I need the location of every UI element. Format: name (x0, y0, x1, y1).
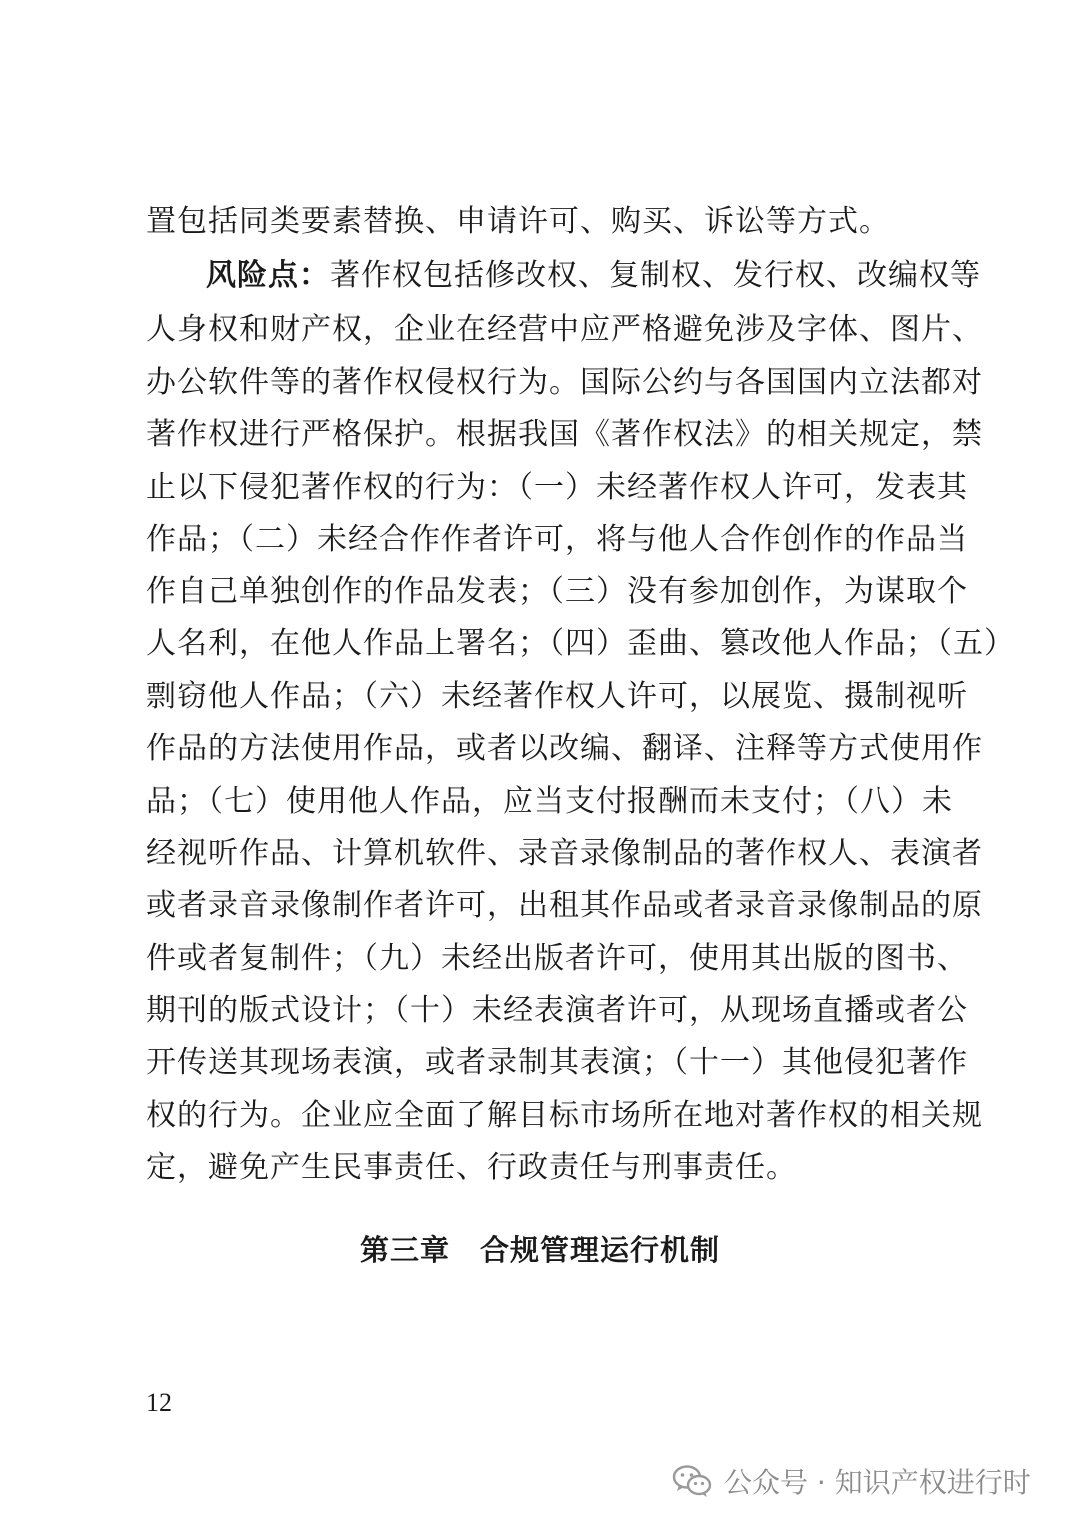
chapter-heading: 第三章 合规管理运行机制 (359, 1233, 720, 1267)
paragraph-line: 置包括同类要素替换、申请许可、购买、诉讼等方式。 (146, 204, 890, 239)
paragraph-line: 作自己单独创作的作品发表；（三）没有参加创作，为谋取个 (146, 574, 968, 609)
paragraph-line: 权的行为。企业应全面了解目标市场所在地对著作权的相关规 (146, 1098, 983, 1133)
paragraph-line: 经视听作品、计算机软件、录音录像制品的著作权人、表演者 (146, 836, 983, 871)
paragraph-line: 人身权和财产权，企业在经营中应严格避免涉及字体、图片、 (146, 312, 983, 347)
paragraph-line: 定，避免产生民事责任、行政责任与刑事责任。 (146, 1150, 797, 1185)
paragraph-line: 办公软件等的著作权侵权行为。国际公约与各国国内立法都对 (146, 365, 983, 400)
paragraph-line: 件或者复制件；（九）未经出版者许可，使用其出版的图书、 (146, 941, 968, 976)
paragraph-line: 作品；（二）未经合作作者许可，将与他人合作创作的作品当 (146, 522, 968, 557)
paragraph-line-text: 著作权包括修改权、复制权、发行权、改编权等 (330, 258, 981, 293)
paragraph-line: 止以下侵犯著作权的行为：（一）未经著作权人许可，发表其 (146, 470, 968, 505)
paragraph-line: 品；（七）使用他人作品，应当支付报酬而未支付；（八）未 (146, 784, 953, 819)
paragraph-line: 开传送其现场表演，或者录制其表演；（十一）其他侵犯著作 (146, 1045, 968, 1080)
watermark-text: 公众号 · 知识产权进行时 (724, 1466, 1031, 1499)
wechat-icon (672, 1464, 712, 1498)
paragraph-line: 期刊的版式设计；（十）未经表演者许可，从现场直播或者公 (146, 993, 968, 1028)
paragraph-line: 著作权进行严格保护。根据我国《著作权法》的相关规定，禁 (146, 417, 983, 452)
paragraph-line: 剽窃他人作品；（六）未经著作权人许可，以展览、摄制视听 (146, 679, 968, 714)
risk-label: 风险点： (206, 258, 330, 293)
watermark (672, 1456, 1031, 1506)
paragraph-line: 人名利，在他人作品上署名；（四）歪曲、篡改他人作品；（五） (146, 626, 1015, 661)
paragraph-line: 作品的方法使用作品，或者以改编、翻译、注释等方式使用作 (146, 731, 983, 766)
paragraph-line (206, 256, 981, 296)
paragraph-line: 或者录音录像制作者许可，出租其作品或者录音录像制品的原 (146, 888, 983, 923)
page-number: 12 (146, 1388, 172, 1417)
